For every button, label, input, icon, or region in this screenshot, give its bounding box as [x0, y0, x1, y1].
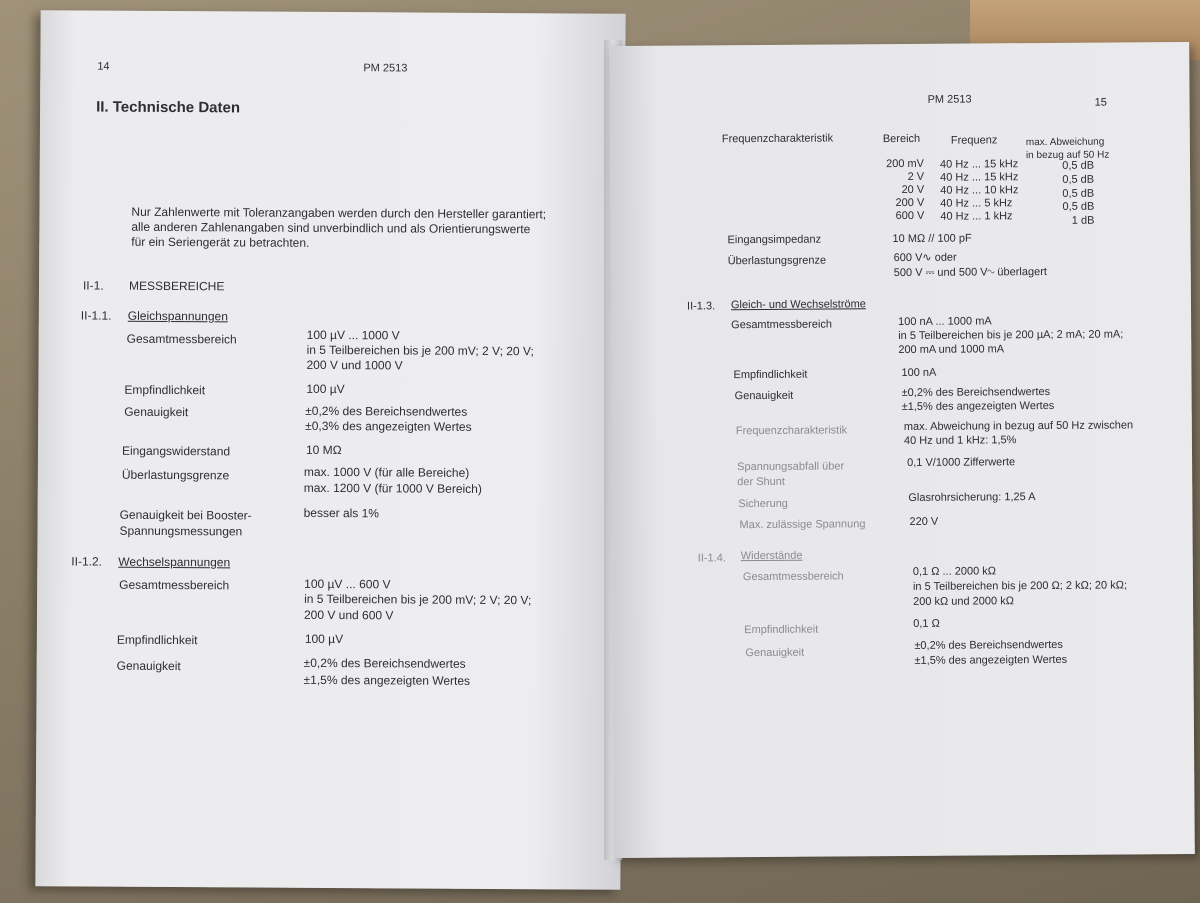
subsection-title: Widerstände	[740, 549, 803, 563]
freq-row-range: 600 V	[895, 209, 925, 223]
spec-label: Frequenzcharakteristik	[735, 424, 848, 438]
freq-row-deviation: 0,5 dB	[1062, 187, 1095, 200]
spec-label: Spannungsmessungen	[119, 523, 243, 539]
spec-value: 100 µV ... 600 V	[304, 576, 391, 592]
freq-header-frequency: Frequenz	[950, 134, 998, 147]
spec-label: Gesamtmessbereich	[742, 570, 844, 584]
spec-value: 100 nA ... 1000 mA	[898, 315, 992, 329]
spec-value: ±0,2% des Bereichsendwertes	[303, 655, 466, 671]
freq-row-range: 200 mV	[886, 157, 925, 171]
page-title: II. Technische Daten	[96, 98, 241, 117]
spec-value: 0,1 Ω ... 2000 kΩ	[912, 565, 997, 578]
subsection-number: II-1.4.	[697, 552, 726, 565]
spec-value: 10 MΩ	[305, 442, 342, 458]
spec-value: ±1,5% des angezeigten Wertes	[914, 653, 1068, 667]
spec-value: besser als 1%	[303, 505, 380, 521]
freq-row-frequency: 40 Hz ... 15 kHz	[939, 158, 1019, 171]
spec-value: 200 kΩ und 2000 kΩ	[913, 595, 1014, 608]
subsection-number: II-1.3.	[686, 300, 716, 313]
freq-row-deviation: 0,5 dB	[1062, 173, 1095, 186]
intro-line-1: Nur Zahlenwerte mit Toleranzangaben werden durch den Hersteller garantiert;	[131, 204, 547, 222]
spec-label: Eingangsimpedanz	[727, 233, 822, 247]
spec-label: Überlastungsgrenze	[727, 254, 827, 268]
spec-value: max. 1200 V (für 1000 V Bereich)	[303, 480, 482, 496]
freq-header-deviation: max. Abweichung	[1025, 136, 1105, 149]
spec-label: Gesamtmessbereich	[126, 331, 237, 347]
spec-value: 0,1 Ω	[913, 617, 940, 630]
spec-label: Max. zulässige Spannung	[739, 518, 866, 532]
spec-value: 220 V	[909, 515, 939, 528]
spec-value: ±1,5% des angezeigten Wertes	[901, 399, 1055, 414]
spec-label: Spannungsabfall über	[737, 460, 845, 474]
spec-value: in 5 Teilbereichen bis je 200 mV; 2 V; 20 V;	[306, 342, 534, 359]
spec-label: Empfindlichkeit	[124, 382, 206, 398]
spec-label: Sicherung	[738, 497, 788, 511]
right-page	[609, 42, 1195, 858]
spec-value: 200 V und 1000 V	[306, 357, 403, 373]
spec-value: 0,1 V/1000 Zifferwerte	[907, 456, 1016, 469]
spec-value: ±0,3% des angezeigten Wertes	[305, 418, 472, 434]
spec-value: 100 nA	[901, 366, 937, 380]
spec-label: Eingangswiderstand	[121, 443, 231, 459]
spec-value: max. Abweichung in bezug auf 50 Hz zwischen	[903, 419, 1134, 433]
left-page	[35, 10, 625, 890]
subsection-number: II-1.1.	[80, 308, 112, 323]
spec-value: in 5 Teilbereichen bis je 200 µA; 2 mA; 20 mA;	[898, 328, 1124, 343]
freq-row-range: 2 V	[907, 170, 925, 183]
spec-value: max. 1000 V (für alle Bereiche)	[303, 464, 470, 480]
page-number-left: 14	[97, 60, 110, 73]
spec-label: Gesamtmessbereich	[731, 318, 833, 332]
freq-row-range: 200 V	[895, 196, 925, 210]
spec-label: der Shunt	[737, 475, 785, 489]
spec-label: Empfindlichkeit	[744, 623, 819, 637]
freq-row-deviation: 0,5 dB	[1062, 159, 1095, 172]
spec-label: Genauigkeit	[745, 646, 805, 660]
freq-row-deviation: 0,5 dB	[1062, 200, 1095, 213]
subsection-title: Gleich- und Wechselströme	[730, 298, 866, 312]
spec-label: Überlastungsgrenze	[121, 467, 230, 483]
spec-label: Genauigkeit bei Booster-	[119, 507, 252, 523]
spec-label: Genauigkeit	[734, 389, 794, 403]
spec-value: ±0,2% des Bereichsendwertes	[305, 403, 468, 419]
freq-row-frequency: 40 Hz ... 5 kHz	[940, 197, 1013, 210]
spec-label: Gesamtmessbereich	[119, 577, 230, 593]
spec-value: in 5 Teilbereichen bis je 200 mV; 2 V; 20 V;	[304, 591, 532, 608]
model-header-left: PM 2513	[363, 62, 408, 75]
section-title: MESSBEREICHE	[128, 278, 225, 294]
page-number-right: 15	[1094, 96, 1107, 109]
spec-label: Frequenzcharakteristik	[721, 132, 834, 146]
spec-label: Genauigkeit	[116, 658, 181, 674]
spec-value: 100 µV	[306, 381, 345, 397]
freq-row-range: 20 V	[901, 183, 925, 196]
spec-value: 100 µV ... 1000 V	[306, 327, 400, 343]
spec-label: Genauigkeit	[124, 404, 189, 420]
spec-value: in 5 Teilbereichen bis je 200 Ω; 2 kΩ; 20 kΩ;	[912, 579, 1128, 593]
spec-value: 500 V ⎓ und 500 V∿ überlagert	[893, 265, 1047, 280]
spec-label: Empfindlichkeit	[733, 368, 808, 382]
subsection-title: Wechselspannungen	[118, 554, 231, 570]
spec-value: 100 µV	[304, 631, 344, 647]
intro-line-2: alle anderen Zahlenangaben sind unverbindlich und als Orientierungswerte	[131, 219, 531, 237]
freq-header-range: Bereich	[882, 132, 921, 146]
spec-value: 200 V und 600 V	[303, 607, 394, 623]
spec-value: ±0,2% des Bereichsendwertes	[914, 638, 1063, 652]
spec-value: 10 MΩ // 100 pF	[892, 232, 972, 246]
intro-line-3: für ein Seriengerät zu betrachten.	[131, 234, 310, 250]
spec-value: 40 Hz und 1 kHz: 1,5%	[903, 434, 1017, 447]
subsection-number: II-1.2.	[71, 554, 103, 569]
spec-value: ±1,5% des angezeigten Wertes	[303, 672, 471, 688]
spec-label: Empfindlichkeit	[116, 632, 198, 648]
spec-value: ±0,2% des Bereichsendwertes	[901, 385, 1051, 400]
freq-header-deviation: in bezug auf 50 Hz	[1025, 149, 1110, 162]
spec-value: 600 V∿ oder	[893, 251, 957, 265]
freq-row-frequency: 40 Hz ... 15 kHz	[940, 171, 1019, 184]
spec-value: 200 mA und 1000 mA	[898, 343, 1005, 357]
freq-row-frequency: 40 Hz ... 1 kHz	[940, 210, 1013, 223]
section-number: II-1.	[82, 278, 104, 293]
freq-row-frequency: 40 Hz ... 10 kHz	[940, 184, 1019, 197]
spec-value: Glasrohrsicherung: 1,25 A	[908, 491, 1036, 504]
subsection-title: Gleichspannungen	[127, 308, 228, 324]
freq-row-deviation: 1 dB	[1071, 214, 1095, 227]
model-header-right: PM 2513	[927, 93, 972, 106]
